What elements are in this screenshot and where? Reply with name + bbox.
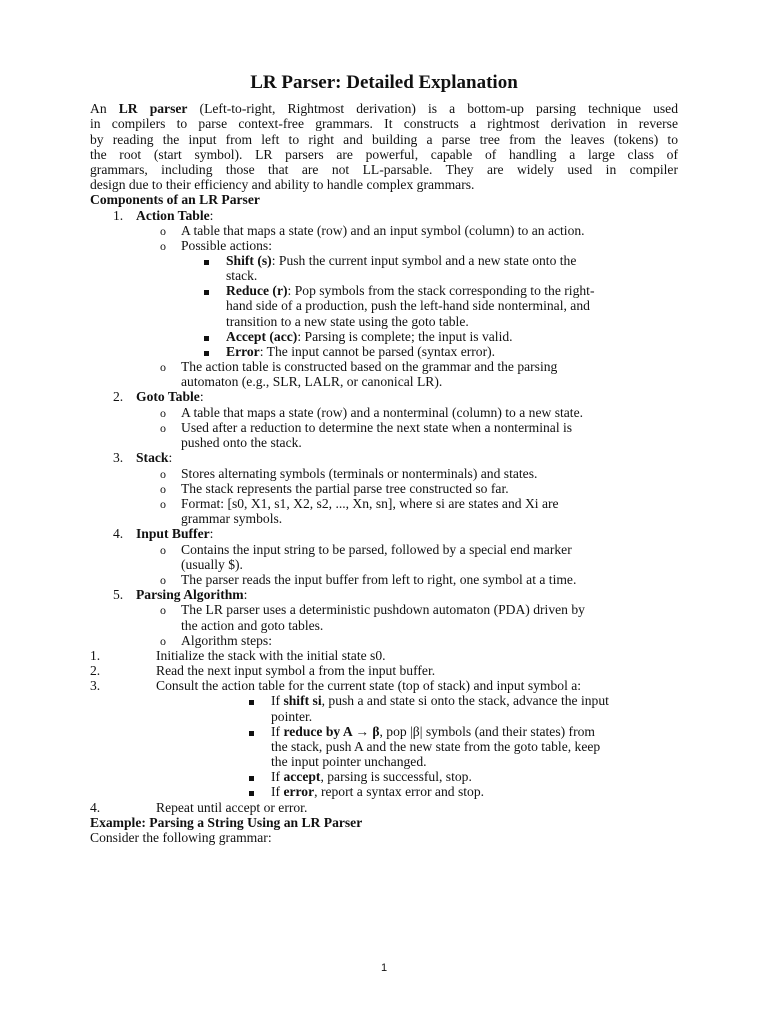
stack-item-3-line-1: Format: [s0, X1, s1, X2, s2, ..., Xn, sn], where si are states and Xi are — [181, 496, 559, 511]
stack-item-1: Stores alternating symbols (terminals or nonterminals) and states. — [181, 466, 538, 481]
action-table-item-3-line-1: The action table is constructed based on the grammar and the parsing — [181, 359, 558, 374]
action-table-item-2: Possible actions: — [181, 238, 273, 253]
step-number-1: 1. — [90, 648, 101, 663]
step-4: Repeat until accept or error. — [156, 800, 308, 815]
goto-table-heading: Goto Table: — [136, 389, 204, 404]
stack-item-2: The stack represents the partial parse tree constructed so far. — [181, 481, 509, 496]
document-title: LR Parser: Detailed Explanation — [250, 72, 518, 93]
hollow-bullet-icon: o — [160, 467, 166, 481]
action-table-heading: Action Table: — [136, 208, 214, 223]
square-bullet-icon — [204, 344, 209, 360]
intro-line-5: grammars, including those that are not LL-parsable. They are widely used in compiler — [90, 162, 678, 177]
input-buffer-item-2: The parser reads the input buffer from left to right, one symbol at a time. — [181, 572, 577, 587]
square-bullet-icon — [204, 329, 209, 345]
goto-table-item-1: A table that maps a state (row) and a nonterminal (column) to a new state. — [181, 405, 584, 420]
lr-parser-term: LR parser — [118, 101, 188, 116]
step-2: Read the next input symbol a from the input buffer. — [156, 663, 436, 678]
parsing-algorithm-item-2: Algorithm steps: — [181, 633, 273, 648]
step-3-reduce-line-2: the stack, push A and the new state from the goto table, keep — [271, 739, 601, 754]
intro-line-6: design due to their efficiency and ability to handle complex grammars. — [90, 177, 475, 192]
step-1: Initialize the stack with the initial state s0. — [156, 648, 386, 663]
hollow-bullet-icon: o — [160, 603, 166, 617]
example-text: Consider the following grammar: — [90, 830, 272, 845]
hollow-bullet-icon: o — [160, 573, 166, 587]
step-number-2: 2. — [90, 663, 101, 678]
list-number-3: 3. — [113, 450, 124, 465]
goto-table-item-2-line-2: pushed onto the stack. — [181, 435, 302, 450]
step-3-shift-line-2: pointer. — [271, 709, 313, 724]
intro-line-3: by reading the input from left to right and building a parse tree from the leaves (tokens) to — [90, 132, 678, 147]
input-buffer-item-1-line-1: Contains the input string to be parsed, followed by a special end marker — [181, 542, 572, 557]
reduce-action-line-3: transition to a new state using the goto table. — [226, 314, 469, 329]
list-number-2: 2. — [113, 389, 124, 404]
intro-line-4: the root (start symbol). LR parsers are powerful, capable of handling a large class of — [90, 147, 678, 162]
shift-action-line-2: stack. — [226, 268, 258, 283]
square-bullet-icon — [249, 784, 254, 800]
hollow-bullet-icon: o — [160, 421, 166, 435]
input-buffer-heading: Input Buffer: — [136, 526, 214, 541]
action-table-item-1: A table that maps a state (row) and an input symbol (column) to an action. — [181, 223, 585, 238]
step-3-reduce-line-1: If reduce by A → β, pop |β| symbols (and their states) from — [271, 724, 595, 739]
list-number-5: 5. — [113, 587, 124, 602]
square-bullet-icon — [249, 724, 254, 740]
parsing-algorithm-heading: Parsing Algorithm: — [136, 587, 248, 602]
reduce-action-line-1: Reduce (r): Pop symbols from the stack corresponding to the right- — [226, 283, 595, 298]
intro-line-1: An LR parser (Left-to-right, Rightmost derivation) is a bottom-up parsing technique used — [90, 101, 679, 116]
hollow-bullet-icon: o — [160, 482, 166, 496]
step-3: Consult the action table for the current state (top of stack) and input symbol a: — [156, 678, 582, 693]
square-bullet-icon — [249, 769, 254, 785]
components-heading: Components of an LR Parser — [90, 192, 260, 207]
example-heading: Example: Parsing a String Using an LR Parser — [90, 815, 363, 830]
stack-heading: Stack: — [136, 450, 173, 465]
step-number-4: 4. — [90, 800, 101, 815]
square-bullet-icon — [204, 283, 209, 299]
step-3-reduce-line-3: the input pointer unchanged. — [271, 754, 427, 769]
step-3-accept-line: If accept, parsing is successful, stop. — [271, 769, 472, 784]
intro-line-2: in compilers to parse context-free grammars. It constructs a rightmost derivation in reverse — [90, 116, 678, 131]
hollow-bullet-icon: o — [160, 360, 166, 374]
goto-table-item-2-line-1: Used after a reduction to determine the next state when a nonterminal is — [181, 420, 573, 435]
hollow-bullet-icon: o — [160, 239, 166, 253]
stack-item-3-line-2: grammar symbols. — [181, 511, 283, 526]
reduce-action-line-2: hand side of a production, push the left-hand side nonterminal, and — [226, 298, 590, 313]
hollow-bullet-icon: o — [160, 634, 166, 648]
page-number: 1 — [380, 962, 388, 974]
step-3-error-line: If error, report a syntax error and stop. — [271, 784, 485, 799]
square-bullet-icon — [249, 693, 254, 709]
step-3-shift-line-1: If shift si, push a and state si onto the stack, advance the input — [271, 693, 609, 708]
hollow-bullet-icon: o — [160, 543, 166, 557]
hollow-bullet-icon: o — [160, 224, 166, 238]
error-action-line: Error: The input cannot be parsed (syntax error). — [226, 344, 496, 359]
input-buffer-item-1-line-2: (usually $). — [181, 557, 243, 572]
action-table-item-3-line-2: automaton (e.g., SLR, LALR, or canonical LR). — [181, 374, 443, 389]
parsing-algorithm-item-1-line-1: The LR parser uses a deterministic pushdown automaton (PDA) driven by — [181, 602, 585, 617]
accept-action-line: Accept (acc): Parsing is complete; the input is valid. — [226, 329, 513, 344]
parsing-algorithm-item-1-line-2: the action and goto tables. — [181, 618, 324, 633]
square-bullet-icon — [204, 253, 209, 269]
list-number-1: 1. — [113, 208, 124, 223]
step-number-3: 3. — [90, 678, 101, 693]
list-number-4: 4. — [113, 526, 124, 541]
hollow-bullet-icon: o — [160, 406, 166, 420]
shift-action-line-1: Shift (s): Push the current input symbol and a new state onto the — [226, 253, 577, 268]
hollow-bullet-icon: o — [160, 497, 166, 511]
